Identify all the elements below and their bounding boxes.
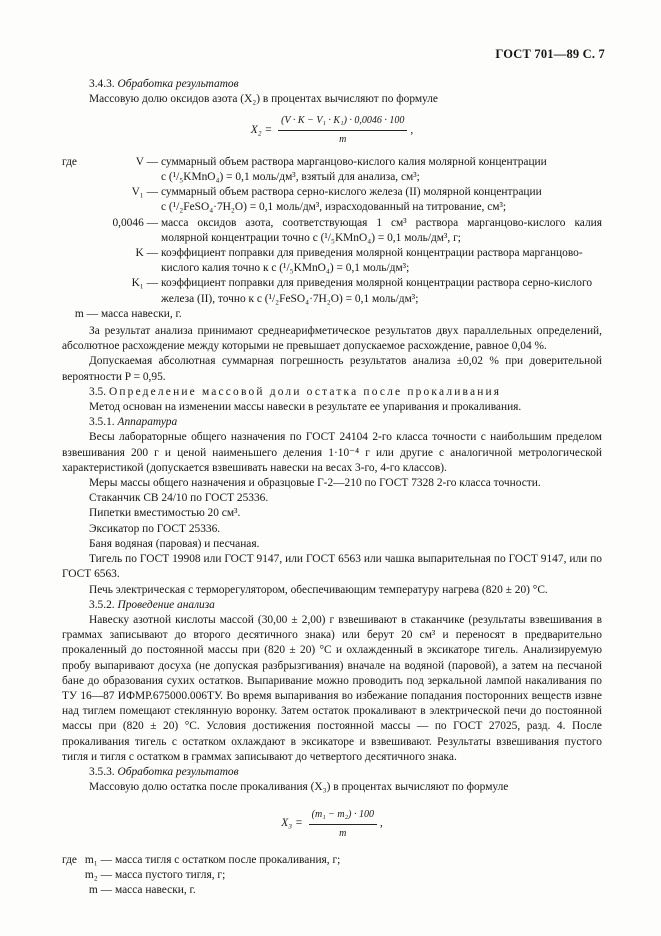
formula-lhs: X₃ = [281, 817, 303, 830]
section-3-4-3-heading [62, 77, 602, 92]
definition-row [62, 276, 602, 291]
formula-x3 [62, 807, 602, 840]
definition-symbol: 0,0046 — [112, 216, 158, 229]
section-number: 3.5.2. [89, 598, 115, 611]
method-paragraph: Метод основан на изменении массы навески в результате ее упаривания и прокаливания. [89, 401, 522, 414]
definition-text: масса тигля с остатком после прокаливания, г; [115, 853, 341, 866]
equipment-item: Весы лабораторные общего назначения по ГОСТ 24104 2-го класса точности с наибольшим пределом взвешивания 200 г и ценой наименьшего деления 1·10⁻⁴ г или другие с аналогичной метрологической характеристикой (допускается взвешивать навески на весах 3-го, 4-го классов). [62, 431, 602, 474]
definition-text: масса навески, г. [101, 307, 182, 320]
definition-text: суммарный объем раствора марганцово-кислого калия молярной концентрации [161, 155, 547, 168]
definition-symbol: V₁ — [131, 186, 158, 199]
definition-continuation: c (¹/₂FeSO₄·7H₂O) = 0,1 моль/дм³, израсходованный на титрование, см³; [161, 201, 507, 214]
definition-row [62, 246, 602, 261]
definition-symbol: m₁ — [84, 853, 112, 866]
definition-prefix: где [62, 853, 77, 866]
formula-tail: , [379, 817, 383, 830]
section-title: Обработка результатов [117, 765, 239, 778]
definition-prefix: где [62, 155, 77, 168]
page-body [62, 77, 602, 900]
formula2-intro: Массовую долю остатка после прокаливания (X₃) в процентах вычисляют по формуле [89, 781, 509, 794]
formula-fraction [278, 113, 407, 146]
formula-fraction [309, 807, 377, 840]
section-number: 3.5.3. [89, 765, 115, 778]
definition-symbol: m — [74, 307, 98, 320]
formula-numerator: (V · K − V₁ · K₁) · 0,0046 · 100 [278, 113, 407, 130]
formula-numerator: (m₁ − m₂) · 100 [309, 807, 377, 824]
formula-lhs: X₂ = [250, 123, 273, 136]
equipment-item: Эксикатор по ГОСТ 25336. [89, 522, 221, 535]
equipment-item: Меры массы общего назначения и образцовые Г-2—210 по ГОСТ 7328 2-го класса точности. [89, 477, 541, 490]
definition-row [62, 307, 602, 322]
definition-continuation: железа (II), точно к c (¹/₂FeSO₄·7H₂O) = 0,1 моль/дм³; [161, 292, 419, 305]
section-3-5-heading [62, 385, 602, 400]
equipment-item: Стаканчик СВ 24/10 по ГОСТ 25336. [89, 492, 269, 505]
section-title: Определение массовой доли остатка после прокаливания [108, 385, 502, 398]
result-paragraph: За результат анализа принимают среднеарифметическое результатов двух параллельных определений, абсолютное расхождение между которыми не превышает допускаемое расхождение, равное 0,04 %. [62, 325, 602, 353]
definition-row [62, 853, 602, 868]
definition-symbol: K — [135, 247, 158, 260]
definition-row [46, 216, 602, 246]
definition-row [62, 155, 602, 170]
definition-continuation: c (¹/₅KMnO₄) = 0,1 моль/дм³, взятый для анализа, см³; [161, 171, 420, 184]
definition-text: масса оксидов азота, соответствующая 1 см³ раствора марганцово-кислого калия молярной концентрации точно c (¹/₅KMnO₄) = 0,1 моль/дм³, г; [161, 216, 602, 244]
definition-symbol: K₁ — [131, 277, 158, 290]
section-title: Проведение анализа [117, 598, 215, 611]
definition-row [62, 185, 602, 200]
section-3-5-3-heading [62, 765, 602, 780]
section-title: Обработка результатов [117, 78, 239, 90]
definition-symbol: m₂ — [84, 868, 112, 881]
equipment-item: Пипетки вместимостью 20 см³. [89, 507, 241, 520]
definition-text: суммарный объем раствора серно-кислого железа (II) молярной концентрации [161, 186, 542, 199]
formula1-definitions [62, 155, 602, 322]
section-title: Аппаратура [117, 416, 178, 429]
definition-text: коэффициент поправки для приведения молярной концентрации раствора серно-кислого [161, 277, 593, 290]
definition-text: масса навески, г. [115, 884, 196, 897]
section-number: 3.5. [89, 385, 107, 398]
definition-symbol: V — [135, 155, 158, 168]
section-number: 3.5.1. [89, 416, 115, 429]
formula2-definitions [62, 853, 602, 899]
formula-denominator: m [339, 827, 347, 839]
equipment-item: Тигель по ГОСТ 19908 или ГОСТ 9147, или ГОСТ 6563 или чашка выпарительная по ГОСТ 9147, или по ГОСТ 6563. [62, 553, 602, 581]
definition-row [62, 868, 602, 883]
section-3-5-1-heading [62, 415, 602, 430]
formula-x2 [62, 113, 602, 146]
error-paragraph: Допускаемая абсолютная суммарная погрешность результатов анализа ±0,02 % при доверительной вероятности P = 0,95. [62, 355, 602, 383]
definition-symbol: m — [88, 884, 112, 897]
definition-continuation: кислого калия точно к c (¹/₅KMnO₄) = 0,1 моль/дм³; [161, 262, 410, 275]
definition-text: коэффициент поправки для приведения молярной концентрации раствора марганцово- [161, 247, 583, 260]
formula-denominator: m [339, 133, 347, 145]
formula-tail: , [410, 123, 414, 136]
definition-row [62, 883, 602, 898]
section-number: 3.4.3. [89, 78, 115, 90]
formula1-intro: Массовую долю оксидов азота (X₂) в процентах вычисляют по формуле [89, 93, 438, 106]
procedure-paragraph: Навеску азотной кислоты массой (30,00 ± 2,00) г взвешивают в стаканчике (результаты взвешивания в граммах записывают до второго десятичного знака) или берут 20 см³ и переносят в предварительно прокаленный до постоянной массы при (820 ± 20) °С и охлажденный в эксикаторе тигель. Анализируемую пробу выпаривают досуха (не допуская разбрызгивания) вначале на водяной (паровой), а затем на песчаной бане до образования сухих остатков. Выпаривание можно проводить под зеркальной лампой накаливания по ТУ 16—87 ИФМР.675000.006ТУ. Во время выпаривания во избежание попадания посторонних веществ извне над тиглем помещают стеклянную воронку. Затем остаток прокаливают в электрической печи до постоянной массы при (820 ± 20) °С. Условия достижения постоянной массы — по ГОСТ 27025, разд. 4. После прокаливания тигель с остатком охлаждают в эксикаторе и взвешивают. Результаты взвешивания пустого тигля и тигля с остатком в граммах записывают до четвертого десятичного знака. [62, 613, 602, 763]
equipment-item: Баня водяная (паровая) и песчаная. [89, 537, 260, 550]
equipment-item: Печь электрическая с терморегулятором, обеспечивающим температуру нагрева (820 ± 20) °С. [89, 583, 548, 596]
definition-text: масса пустого тигля, г; [115, 868, 226, 881]
section-3-5-2-heading [62, 598, 602, 613]
page-header: ГОСТ 701—89 С. 7 [495, 47, 605, 61]
